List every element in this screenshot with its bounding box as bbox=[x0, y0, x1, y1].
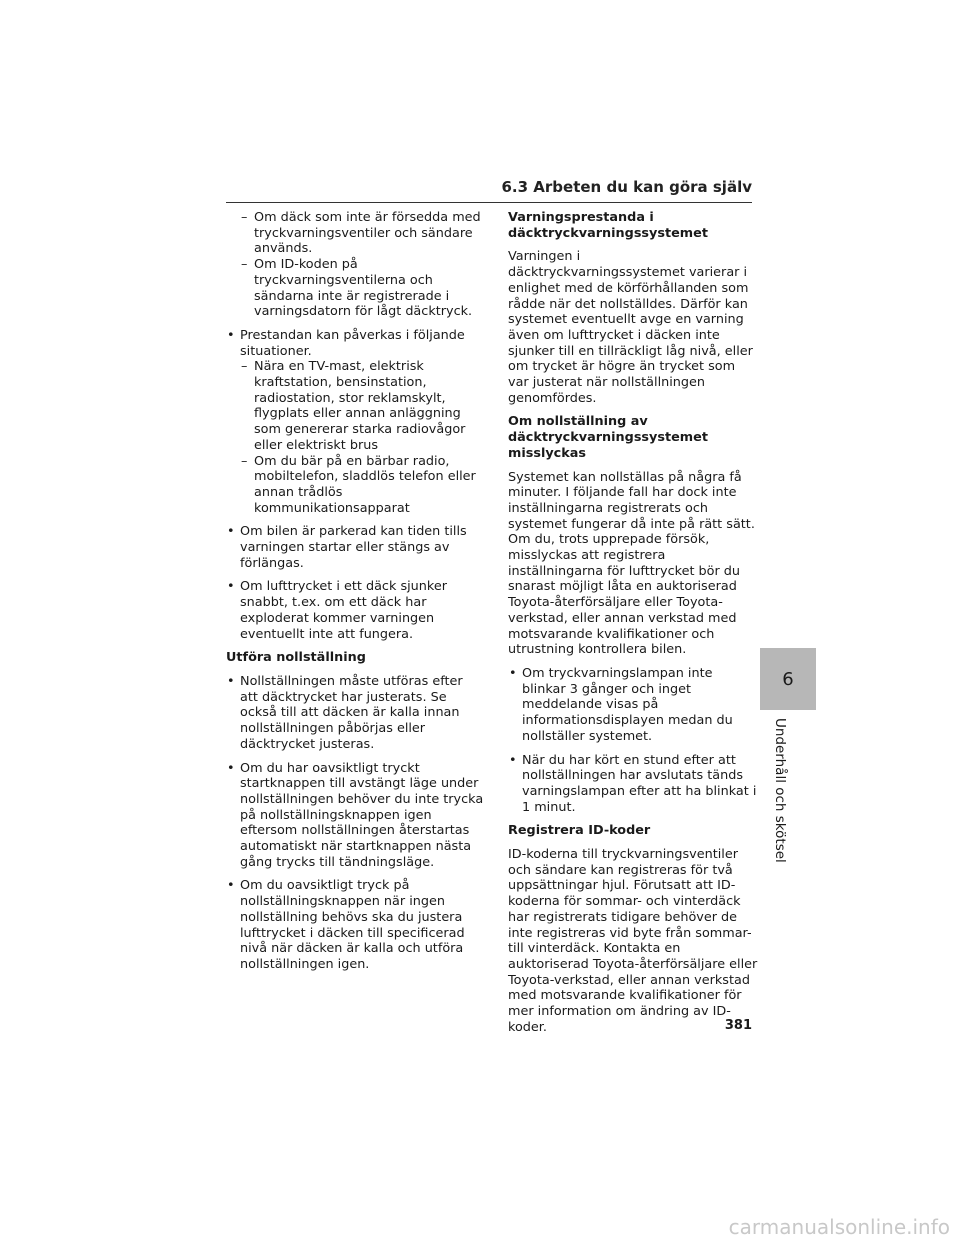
bullet-item bbox=[226, 328, 484, 516]
bullet-item: • Om du oavsiktligt tryck på nollställningsknappen när ingen nollställning behövs ska du justera lufttrycket i däcken till specificerad nivå när däcken är kalla och utföra nollställningen igen. bbox=[226, 878, 484, 972]
section-heading: Om nollställning av däcktryckvarningssystemet misslyckas bbox=[508, 414, 708, 461]
section-heading: Registrera ID-koder bbox=[508, 823, 651, 839]
list-item: – Om du bär på en bärbar radio, mobiltelefon, sladdlös telefon eller annan trådlös kommunikationsapparat bbox=[240, 454, 484, 517]
list-item: – Om ID-koden på tryckvarningsventilerna och sändarna inte är registrerade i varningsdatorn för lågt däcktryck. bbox=[226, 257, 484, 320]
list-item: – Om däck som inte är försedda med tryckvarningsventiler och sändare används. bbox=[226, 210, 484, 257]
bullet-item: • Nollställningen måste utföras efter att däcktrycket har justerats. Se också till att däcken är kalla innan nollställningen påbörjas eller däcktrycket justeras. bbox=[226, 674, 484, 753]
chapter-tab bbox=[760, 648, 816, 710]
page-number: 381 bbox=[724, 1018, 752, 1033]
bullet-text: • Prestandan kan påverkas i följande situationer. bbox=[240, 327, 465, 359]
paragraph: Varningen i däcktryckvarningssystemet varierar i enlighet med de körförhållanden som rådde när det nollställdes. Därför kan systemet eventuellt avge en varning även om lufttrycket i däcken inte sjunker till en tillräckligt låg nivå, eller om trycket är högre än trycket som var justerat när nollställningen genomfördes. bbox=[508, 249, 753, 406]
bullet-item: • Om tryckvarningslampan inte blinkar 3 gånger och inget meddelande visas på informationsdisplayen medan du nollställer systemet. bbox=[508, 666, 758, 745]
right-column bbox=[508, 210, 758, 1043]
section-heading: Utföra nollställning bbox=[226, 650, 366, 666]
paragraph: Systemet kan nollställas på några få minuter. I följande fall har dock inte inställningarna registrerats och systemet fungerar då inte på rätt sätt. Om du, trots upprepade försök, misslyckas att registrera inställningarna för lufttrycket bör du snarast möjligt låta en auktoriserad Toyota-återförsäljare eller Toyota-verkstad, eller annan verkstad med motsvarande kvalifikationer och utrustning kontrollera bilen. bbox=[508, 469, 755, 658]
paragraph: ID-koderna till tryckvarningsventiler och sändare kan registreras för två uppsättningar hjul. Förutsatt att ID-koderna för sommar- och vinterdäck har registrerats tidigare behöver de inte registreras vid byte från sommar- till vinterdäck. Kontakta en auktoriserad Toyota-återförsäljare eller Toyota-verkstad, eller annan verkstad med motsvarande kvalifikationer för mer information om ändring av ID-koder. bbox=[508, 847, 758, 1035]
dash-list-1 bbox=[226, 210, 484, 320]
left-column bbox=[226, 210, 484, 981]
bullet-item: • Om bilen är parkerad kan tiden tills varningen startar eller stängs av förlängas. bbox=[226, 524, 484, 571]
bullet-item: • När du har kört en stund efter att nollställningen har avslutats tänds varningslampan efter att ha blinkat i 1 minut. bbox=[508, 753, 758, 816]
section-heading: Varningsprestanda i däcktryckvarningssystemet bbox=[508, 210, 708, 241]
chapter-title: Underhåll och skötsel bbox=[772, 718, 788, 863]
watermark: carmanualsonline.info bbox=[728, 1215, 950, 1239]
list-item: – Nära en TV-mast, elektrisk kraftstation, bensinstation, radiostation, stor reklamskylt, flygplats eller annan anläggning som genererar starka radiovågor eller elektriskt brus bbox=[240, 359, 484, 453]
chapter-number: 6 bbox=[782, 668, 794, 690]
bullet-item: • Om du har oavsiktligt tryckt startknappen till avstängt läge under nollställningen behöver du inte trycka på nollställningsknappen igen eftersom nollställningen återstartas automatiskt när startknappen nästa gång trycks till tändningsläge. bbox=[226, 761, 484, 871]
bullet-item: • Om lufttrycket i ett däck sjunker snabbt, t.ex. om ett däck har exploderat kommer varningen eventuellt inte att fungera. bbox=[226, 579, 484, 642]
section-header: 6.3 Arbeten du kan göra själv bbox=[226, 178, 752, 203]
